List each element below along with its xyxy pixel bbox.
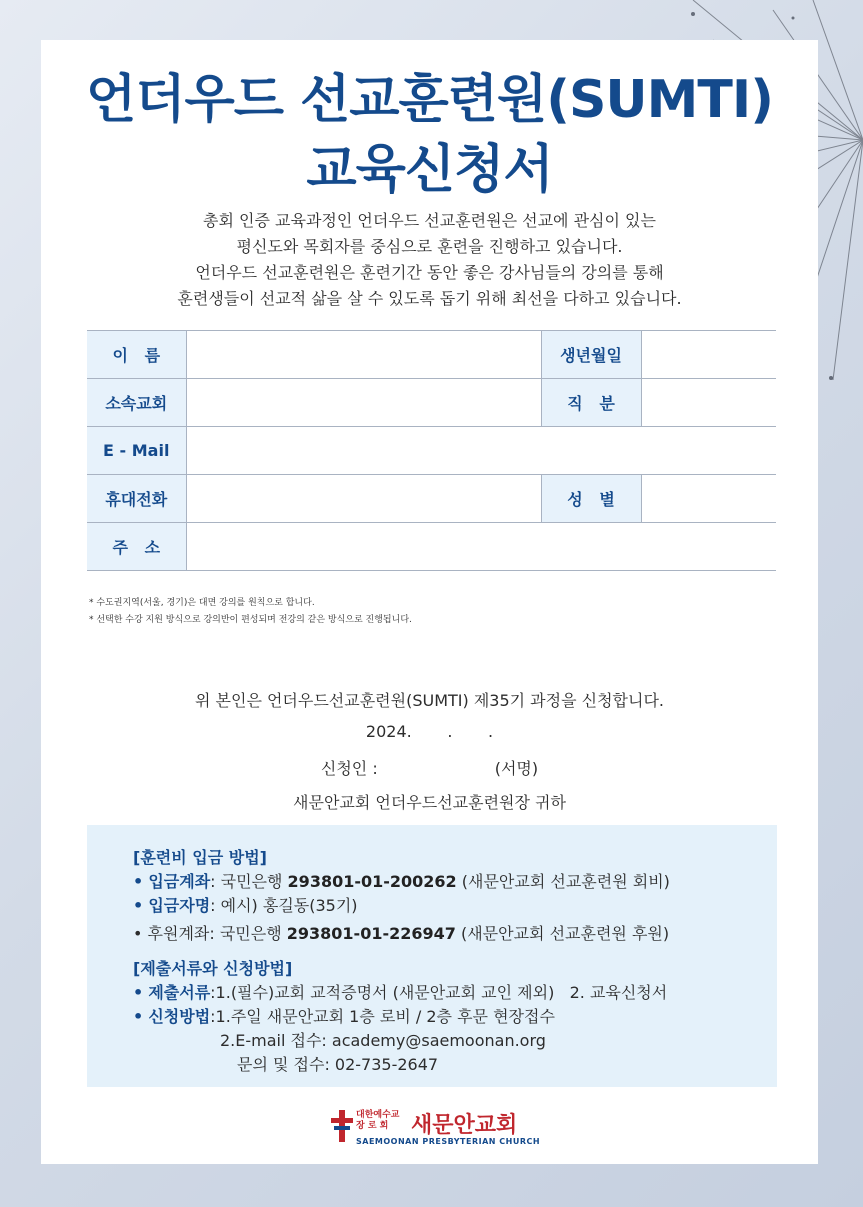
page-subtitle: 교육신청서 bbox=[306, 140, 553, 200]
depositor-value: : 예시) 홍길동(35기) bbox=[210, 896, 358, 915]
cross-icon bbox=[331, 1110, 353, 1142]
method-email-line: 2.E-mail 접수: academy@saemoonan.org bbox=[220, 1031, 546, 1050]
intro-line: 총회 인증 교육과정인 언더우드 선교훈련원은 선교에 관심이 있는 bbox=[203, 211, 656, 230]
bullet: • bbox=[133, 872, 144, 891]
deposit-account-owner: (새문안교회 선교훈련원 회비) bbox=[456, 872, 670, 891]
deposit-account-key: 입금계좌 bbox=[148, 872, 211, 891]
deposit-account-number: 293801-01-200262 bbox=[287, 872, 457, 891]
declaration-statement: 위 본인은 언더우드선교훈련원(SUMTI) 제35기 과정을 신청합니다. bbox=[194, 691, 664, 710]
page-title: 언더우드 선교훈련원(SUMTI) bbox=[86, 70, 773, 130]
application-table bbox=[87, 330, 776, 571]
submission-heading: [제출서류와 신청방법] bbox=[133, 959, 293, 978]
support-account-number: 293801-01-226947 bbox=[286, 924, 456, 943]
addressee: 새문안교회 언더우드선교훈련원장 귀하 bbox=[293, 793, 566, 812]
position-field[interactable] bbox=[641, 379, 776, 427]
name-label: 이 름 bbox=[87, 331, 186, 379]
bullet: • bbox=[133, 924, 143, 943]
gender-label: 성 별 bbox=[541, 475, 641, 523]
table-row bbox=[87, 475, 776, 523]
email-field[interactable] bbox=[186, 427, 776, 475]
documents-line bbox=[133, 980, 667, 1003]
church-english-name: SAEMOONAN PRESBYTERIAN CHURCH bbox=[356, 1137, 541, 1146]
intro-paragraph bbox=[41, 208, 818, 312]
depositor-line bbox=[133, 893, 358, 916]
method-line bbox=[133, 1004, 555, 1027]
footnote: * 수도권지역(서울, 경기)은 대면 강의를 원칙으로 합니다. bbox=[89, 598, 315, 608]
gender-field[interactable] bbox=[641, 475, 776, 523]
method-key: 신청방법 bbox=[148, 1007, 211, 1026]
deposit-account-line bbox=[133, 869, 670, 892]
documents-value: :1.(필수)교회 교적증명서 (새문안교회 교인 제외) 2. 교육신청서 bbox=[210, 983, 668, 1002]
support-text: 후원계좌: 국민은행 bbox=[147, 924, 287, 943]
intro-line: 언더우드 선교훈련원은 훈련기간 동안 좋은 강사님들의 강의를 통해 bbox=[195, 263, 664, 282]
church-label: 소속교회 bbox=[87, 379, 186, 427]
table-row bbox=[87, 331, 776, 379]
church-name: 새문안교회 bbox=[411, 1112, 518, 1138]
bullet: • bbox=[133, 983, 144, 1002]
name-field[interactable] bbox=[186, 331, 541, 379]
intro-line: 평신도와 목회자를 중심으로 훈련을 진행하고 있습니다. bbox=[236, 237, 623, 256]
church-logo bbox=[331, 1106, 541, 1150]
phone-field[interactable] bbox=[186, 475, 541, 523]
bullet: • bbox=[133, 1007, 144, 1026]
applicant-signature-line: 신청인 : (서명) bbox=[320, 759, 539, 778]
contact-line: 문의 및 접수: 02-735-2647 bbox=[237, 1055, 439, 1074]
denomination-line: 대한예수교 bbox=[356, 1110, 400, 1120]
table-row bbox=[87, 427, 776, 475]
birthdate-field[interactable] bbox=[641, 331, 776, 379]
application-form-page bbox=[41, 40, 818, 1164]
table-row bbox=[87, 379, 776, 427]
church-field[interactable] bbox=[186, 379, 541, 427]
declaration-date: 2024. . . bbox=[365, 722, 494, 741]
support-account-owner: (새문안교회 선교훈련원 후원) bbox=[455, 924, 670, 943]
footnote: * 선택한 수강 지원 방식으로 강의반이 편성되며 전강의 같은 방식으로 진행됩니다. bbox=[89, 615, 412, 625]
email-label: E - Mail bbox=[87, 427, 186, 475]
bullet: • bbox=[133, 896, 144, 915]
address-label: 주 소 bbox=[87, 523, 186, 571]
method-value: :1.주일 새문안교회 1층 로비 / 2층 후문 현장접수 bbox=[210, 1007, 555, 1026]
address-field[interactable] bbox=[186, 523, 776, 571]
birthdate-label: 생년월일 bbox=[541, 331, 641, 379]
table-row bbox=[87, 523, 776, 571]
position-label: 직 분 bbox=[541, 379, 641, 427]
payment-heading: [훈련비 입금 방법] bbox=[133, 848, 267, 867]
depositor-key: 입금자명 bbox=[148, 896, 211, 915]
denomination-label bbox=[356, 1110, 399, 1132]
documents-key: 제출서류 bbox=[148, 983, 211, 1002]
support-account-line bbox=[133, 921, 669, 944]
info-box bbox=[87, 825, 777, 1087]
phone-label: 휴대전화 bbox=[87, 475, 186, 523]
intro-line: 훈련생들이 선교적 삶을 살 수 있도록 돕기 위해 최선을 다하고 있습니다. bbox=[177, 289, 682, 308]
deposit-bank: : 국민은행 bbox=[210, 872, 288, 891]
denomination-line: 장 로 회 bbox=[356, 1121, 389, 1131]
